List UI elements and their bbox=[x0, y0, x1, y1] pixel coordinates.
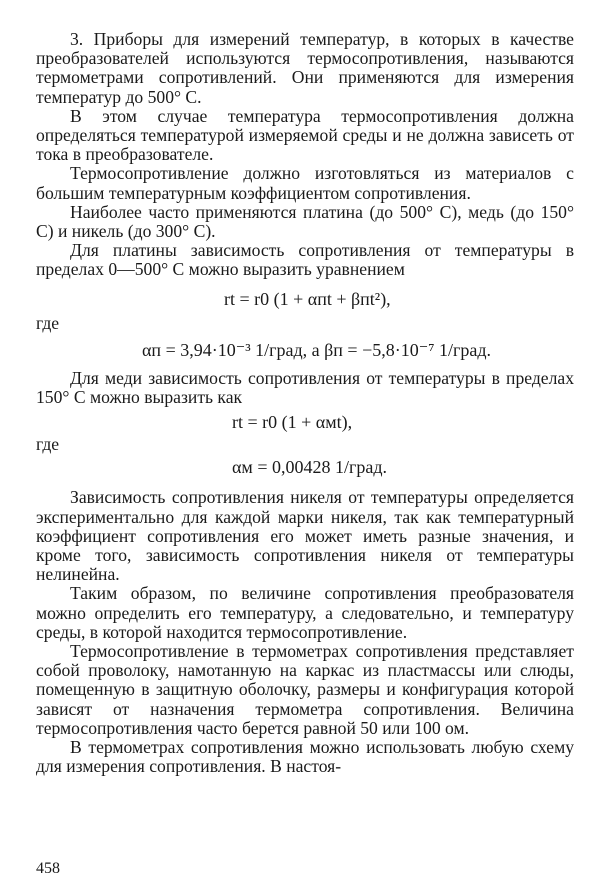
paragraph-intro: 3. Приборы для измерений температур, в которых в качестве преобразователей используются термосопротивления, называются термометрами сопротивлений. Они применяются для измерения температур до 500° С. bbox=[36, 29, 574, 107]
paragraph-conclusion: Таким образом, по величине сопротивления преобразователя можно определить его температуру, а следовательно, и температуру среды, в которой находится термосопротивление. bbox=[36, 583, 574, 642]
label-where: где bbox=[36, 312, 60, 333]
paragraph-nickel: Зависимость сопротивления никеля от температуры определяется экспериментально для каждой марки никеля, так как температурный коэффициент сопротивления его может иметь разные значения, и кроме того, зависимость сопротивления никеля от температуры нелинейна. bbox=[36, 487, 574, 585]
label-where: где bbox=[36, 434, 60, 455]
paragraph-construction: Термосопротивление в термометрах сопротивления представляет собой проволоку, намотанную на каркас из пластмассы или слюды, помещенную в защитную оболочку, размеры и конфигурация которой зависят от назначения термометра сопротивления. Величина термосопротивления часто берется равной 50 или 100 ом. bbox=[36, 641, 574, 738]
paragraph-platinum: Для платины зависимость сопротивления от температуры в пределах 0—500° С можно выразить уравнением bbox=[36, 240, 574, 280]
page-number: 458 bbox=[36, 860, 60, 877]
paragraph-copper: Для меди зависимость сопротивления от температуры в пределах 150° С можно выразить как bbox=[36, 367, 574, 408]
formula-platinum-coefficients: αп = 3,94·10⁻³ 1/град, а βп = −5,8·10⁻⁷ 1/град. bbox=[142, 339, 492, 360]
paragraph-materials: Термосопротивление должно изготовляться из материалов с большим температурным коэффициентом сопротивления. bbox=[36, 163, 574, 203]
paragraph-metals: Наиболее часто применяются платина (до 500° С), медь (до 150° С) и никель (до 300° С). bbox=[36, 201, 574, 242]
paragraph-temperature-condition: В этом случае температура термосопротивления должна определяться температурой измеряемой среды и не должна зависеть от тока в преобразователе. bbox=[36, 105, 574, 165]
paragraph-circuit: В термометрах сопротивления можно использовать любую схему для измерения сопротивления. В настоя- bbox=[36, 737, 574, 777]
formula-platinum: rt = r0 (1 + αпt + βпt²), bbox=[224, 288, 391, 309]
formula-copper: rt = r0 (1 + αмt), bbox=[232, 412, 353, 433]
formula-copper-coefficient: αм = 0,00428 1/град. bbox=[232, 457, 388, 478]
